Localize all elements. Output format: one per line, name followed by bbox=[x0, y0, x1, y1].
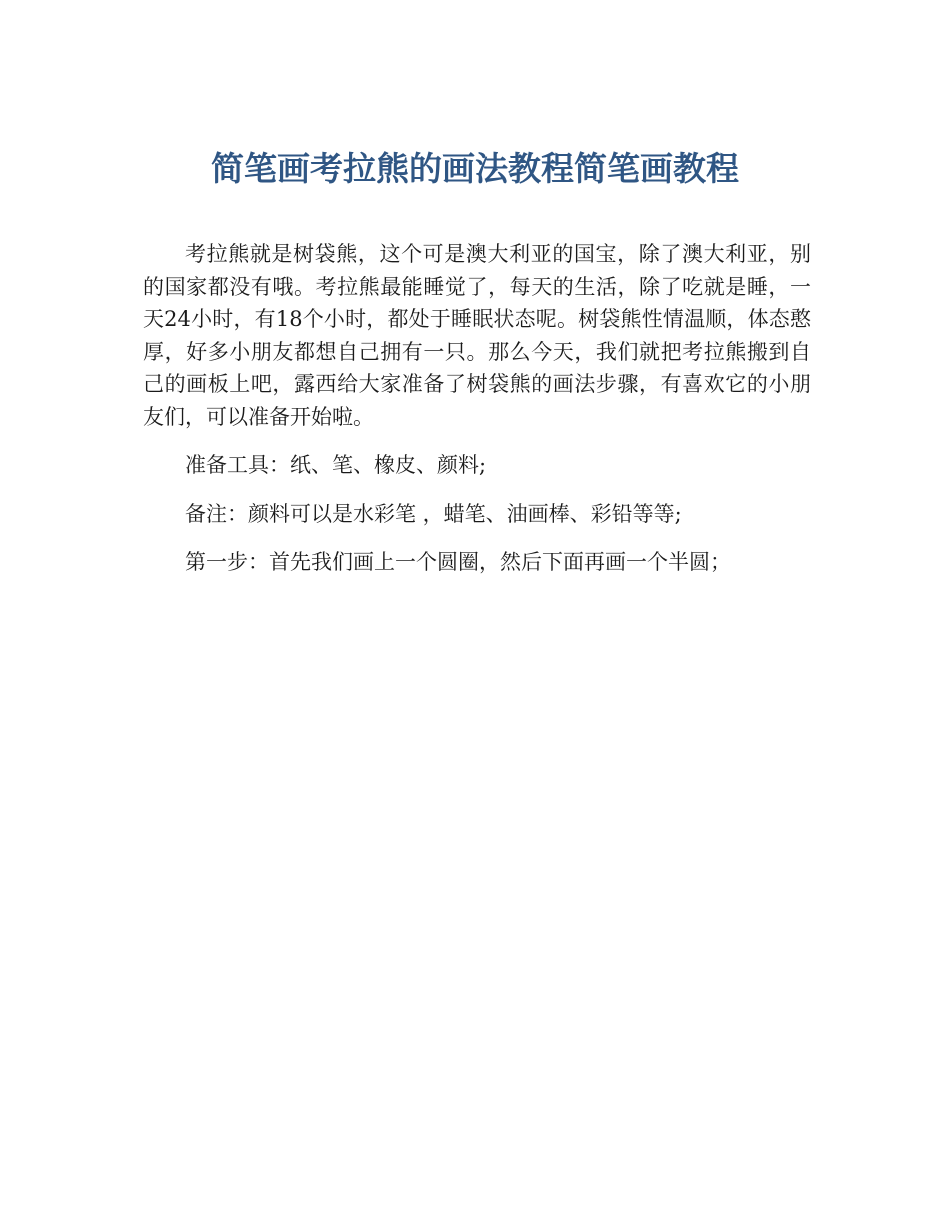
document-title: 简笔画考拉熊的画法教程简笔画教程 bbox=[211, 149, 739, 188]
note-paragraph: 备注：颜料可以是水彩笔 ，蜡笔、油画棒、彩铅等等; bbox=[185, 501, 682, 526]
tools-paragraph: 准备工具：纸、笔、橡皮、颜料; bbox=[185, 453, 487, 477]
document-body bbox=[143, 238, 811, 579]
intro-paragraph: 考拉熊就是树袋熊，这个可是澳大利亚的国宝，除了澳大利亚，别的国家都没有哦。考拉熊最能睡觉了，每天的生活，除了吃就是睡，一天24小时，有18个小时，都处于睡眠状态呢。树袋熊性情温顺，体态憨厚，好多小朋友都想自己拥有一只。那么今天，我们就把考拉熊搬到自己的画板上吧，露西给大家准备了树袋熊的画法步骤，有喜欢它的小朋友们，可以准备开始啦。 bbox=[143, 242, 811, 429]
step-one-paragraph: 第一步：首先我们画上一个圆圈，然后下面再画一个半圆； bbox=[185, 550, 731, 574]
